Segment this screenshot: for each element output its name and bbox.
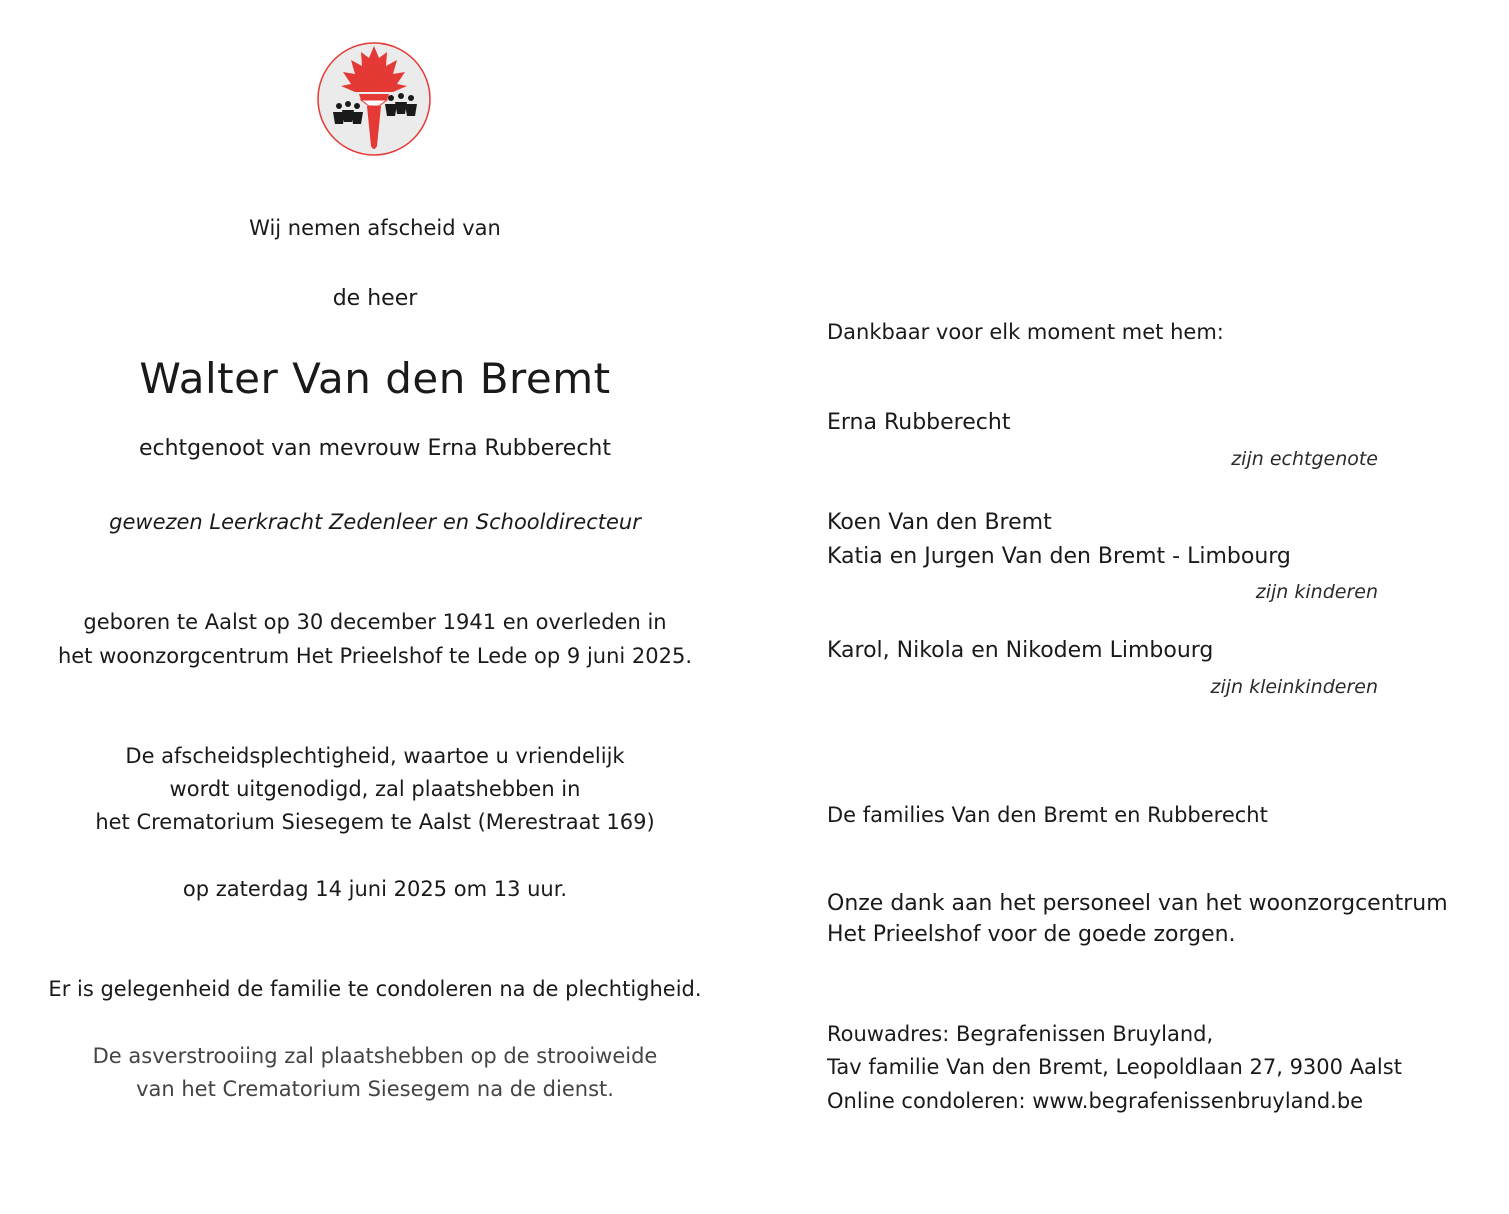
torch-logo-icon (317, 42, 431, 156)
address-line-1: Rouwadres: Begrafenissen Bruyland, (827, 1022, 1214, 1046)
salutation: de heer (332, 286, 418, 311)
address-line-3[interactable]: Online condoleren: www.begrafenissenbruyland.be (827, 1089, 1364, 1113)
address-line-2: Tav familie Van den Bremt, Leopoldlaan 27, 9300 Aalst (827, 1055, 1402, 1079)
spouse-line: echtgenoot van mevrouw Erna Rubberecht (138, 436, 611, 461)
ceremony-date: op zaterdag 14 juni 2025 om 13 uur. (182, 877, 568, 901)
birth-death-line-2: het woonzorgcentrum Het Prieelshof te Lede op 9 juni 2025. (57, 644, 693, 668)
children-relation: zijn kinderen (1255, 581, 1378, 603)
deceased-name: Walter Van den Bremt (139, 354, 611, 403)
condolence-note: Er is gelegenheid de familie te condoleren na de plechtigheid. (48, 977, 702, 1001)
ashes-line-1: De asverstrooiing zal plaatshebben op de strooiweide (92, 1044, 658, 1068)
gratitude-line-1: Onze dank aan het personeel van het woonzorgcentrum (827, 891, 1448, 916)
ceremony-line-1: De afscheidsplechtigheid, waartoe u vriendelijk (125, 744, 625, 768)
grandchildren-names: Karol, Nikola en Nikodem Limbourg (827, 638, 1214, 663)
intro-text: Wij nemen afscheid van (249, 216, 501, 240)
ceremony-line-2: wordt uitgenodigd, zal plaatshebben in (169, 777, 581, 801)
child-name-2: Katia en Jurgen Van den Bremt - Limbourg (827, 544, 1291, 569)
birth-death-line-1: geboren te Aalst op 30 december 1941 en overleden in (83, 610, 667, 634)
profession: gewezen Leerkracht Zedenleer en Schooldirecteur (109, 510, 641, 534)
spouse-name: Erna Rubberecht (827, 410, 1011, 435)
ashes-line-2: van het Crematorium Siesegem na de dienst. (136, 1077, 614, 1101)
left-column (0, 0, 750, 1214)
spouse-relation: zijn echtgenote (1231, 448, 1378, 470)
grandchildren-relation: zijn kleinkinderen (1210, 676, 1378, 698)
right-column (827, 0, 1448, 1214)
gratitude-line-2: Het Prieelshof voor de goede zorgen. (827, 922, 1236, 947)
families-line: De families Van den Bremt en Rubberecht (827, 803, 1268, 827)
ceremony-line-3: het Crematorium Siesegem te Aalst (Merestraat 169) (95, 810, 655, 834)
thanks-intro: Dankbaar voor elk moment met hem: (827, 320, 1224, 344)
child-name-1: Koen Van den Bremt (827, 510, 1052, 535)
